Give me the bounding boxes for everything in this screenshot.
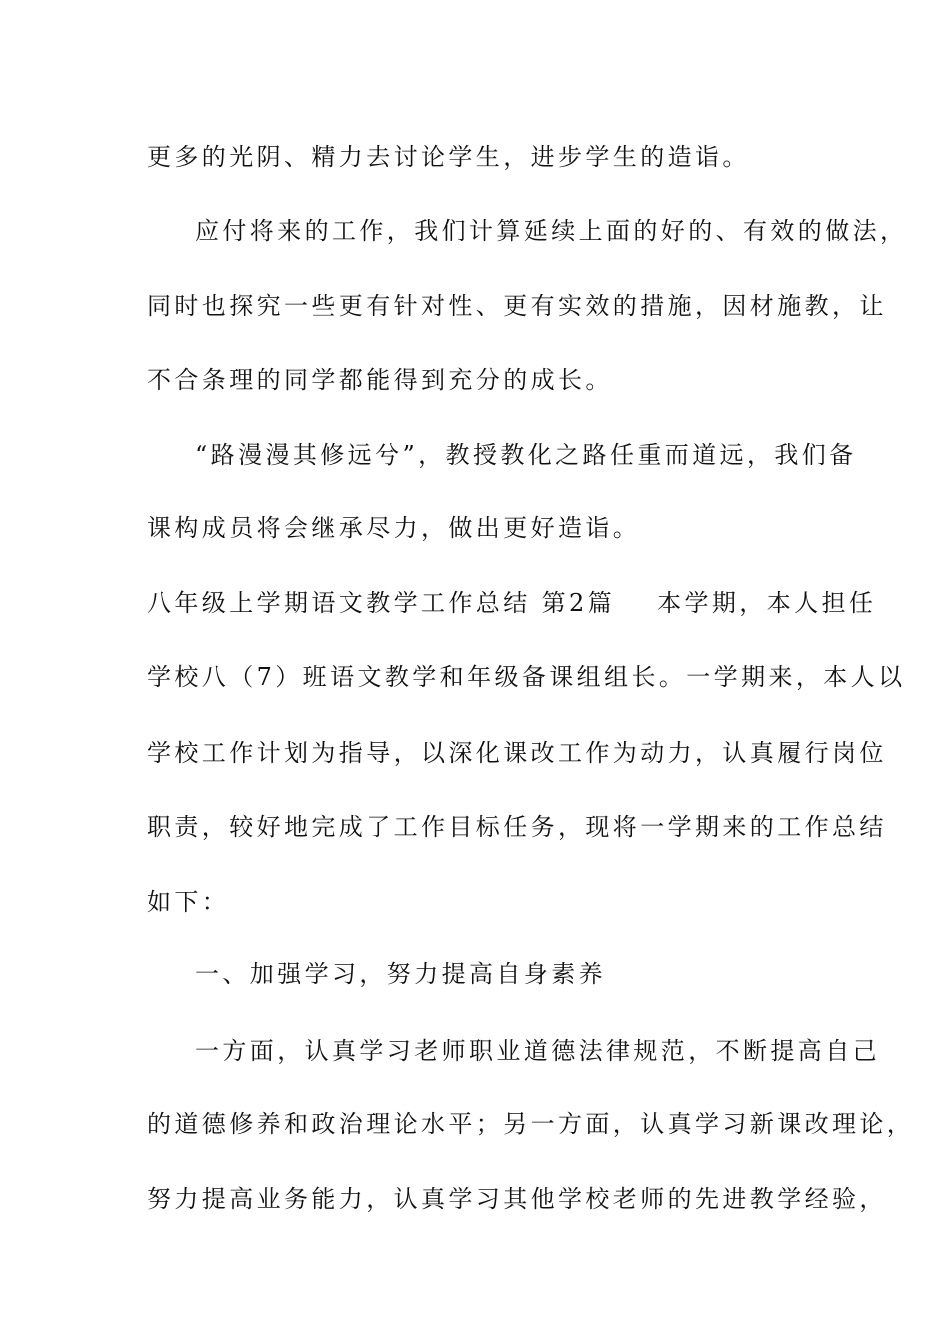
paragraph-line: “路漫漫其修远兮”，教授教化之路任重而道远，我们备 — [195, 441, 857, 469]
paragraph-line: 不合条理的同学都能得到充分的成长。 — [147, 366, 613, 394]
subsection-heading: 一、加强学习，努力提高自身素养 — [195, 960, 606, 988]
paragraph-line: 同时也探究一些更有针对性、更有实效的措施，因材施教，让 — [147, 292, 887, 320]
paragraph-line: 更多的光阴、精力去讨论学生，进步学生的造诣。 — [147, 143, 750, 171]
paragraph-line: 职责，较好地完成了工作目标任务，现将一学期来的工作总结 — [147, 813, 887, 841]
paragraph-line: 学校工作计划为指导，以深化课改工作为动力，认真履行岗位 — [147, 739, 887, 767]
paragraph-line: 学校八（7）班语文教学和年级备课组组长。一学期来，本人以 — [147, 663, 906, 691]
paragraph-line: 一方面，认真学习老师职业道德法律规范，不断提高自己 — [195, 1037, 880, 1065]
section-heading-line — [147, 587, 876, 619]
paragraph-line: 如下： — [147, 888, 230, 916]
section-opening-text: 本学期，本人担任 — [657, 589, 877, 617]
section-title: 八年级上学期语文教学工作总结 第2篇 — [147, 589, 616, 617]
paragraph-line: 的道德修养和政治理论水平；另一方面，认真学习新课改理论， — [147, 1110, 915, 1138]
paragraph-line: 努力提高业务能力，认真学习其他学校老师的先进教学经验， — [147, 1185, 887, 1213]
paragraph-line: 应付将来的工作，我们计算延续上面的好的、有效的做法， — [195, 217, 908, 245]
paragraph-line: 课构成员将会继承尽力，做出更好造诣。 — [147, 514, 641, 542]
